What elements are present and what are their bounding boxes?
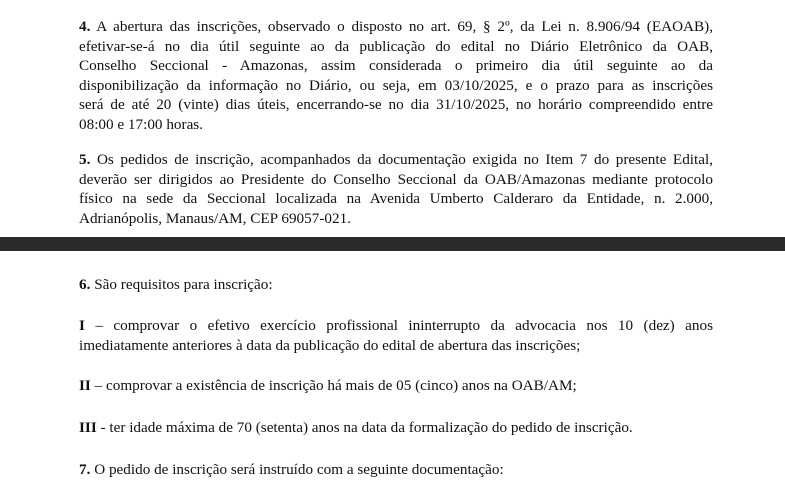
text-line: físico na sede da Seccional localizada na Avenida Umberto Calderaro da Entidade, n. 2.000, — [79, 190, 713, 207]
item-number: III — [79, 419, 97, 436]
text-fragment: – comprovar o efetivo exercício profissional ininterrupto da advocacia nos 10 (dez) anos — [84, 317, 713, 334]
text-fragment: O pedido de inscrição será instruído com a seguinte documentação: — [90, 461, 504, 478]
item-number: 7. — [79, 461, 91, 478]
text-line — [79, 150, 713, 170]
paragraph-requirement-ii — [79, 376, 713, 396]
paragraph-requirement-i — [79, 316, 713, 355]
text-line: efetivar-se-á no dia útil seguinte ao da publicação do edital no Diário Eletrônico da OAB, — [79, 37, 713, 55]
text-fragment: São requisitos para inscrição: — [90, 276, 273, 293]
item-number: 5. — [79, 151, 91, 168]
text-line: imediatamente anteriores à data da publicação do edital de abertura das inscrições; — [79, 336, 581, 354]
text-line — [79, 376, 713, 396]
item-number: 4. — [79, 18, 91, 35]
paragraph-item-6 — [79, 275, 713, 295]
text-line: deverão ser dirigidos ao Presidente do Conselho Seccional da OAB/Amazonas mediante protocolo — [79, 170, 713, 188]
page-separator — [0, 237, 785, 251]
item-number: 6. — [79, 276, 91, 293]
paragraph-item-4 — [79, 17, 713, 134]
paragraph-item-7 — [79, 460, 713, 480]
text-line: disponibilização da informação no Diário, ou seja, em 03/10/2025, e o prazo para as inscrições — [79, 76, 713, 94]
text-fragment: Os pedidos de inscrição, acompanhados da documentação exigida no Item 7 do presente Edital, — [90, 151, 713, 168]
paragraph-requirement-iii — [79, 418, 713, 438]
item-number: II — [79, 377, 91, 394]
text-line: Adrianópolis, Manaus/AM, CEP 69057-021. — [79, 209, 351, 227]
text-line — [79, 275, 713, 295]
text-fragment: A abertura das inscrições, observado o disposto no art. 69, § 2º, da Lei n. 8.906/94 (EAOAB), — [90, 18, 713, 35]
item-number: I — [79, 317, 85, 334]
text-fragment: - ter idade máxima de 70 (setenta) anos na data da formalização do pedido de inscrição. — [96, 419, 633, 436]
text-fragment: – comprovar a existência de inscrição há mais de 05 (cinco) anos na OAB/AM; — [90, 377, 577, 394]
text-line — [79, 17, 713, 37]
paragraph-item-5 — [79, 150, 713, 228]
text-line: Conselho Seccional - Amazonas, assim considerada o primeiro dia útil seguinte ao da — [79, 57, 713, 74]
text-line: 08:00 e 17:00 horas. — [79, 115, 204, 133]
text-line — [79, 316, 713, 336]
text-line — [79, 418, 713, 438]
text-line: será de até 20 (vinte) dias úteis, encerrando-se no dia 31/10/2025, no horário compreendido entre — [79, 96, 713, 113]
text-line — [79, 460, 713, 480]
